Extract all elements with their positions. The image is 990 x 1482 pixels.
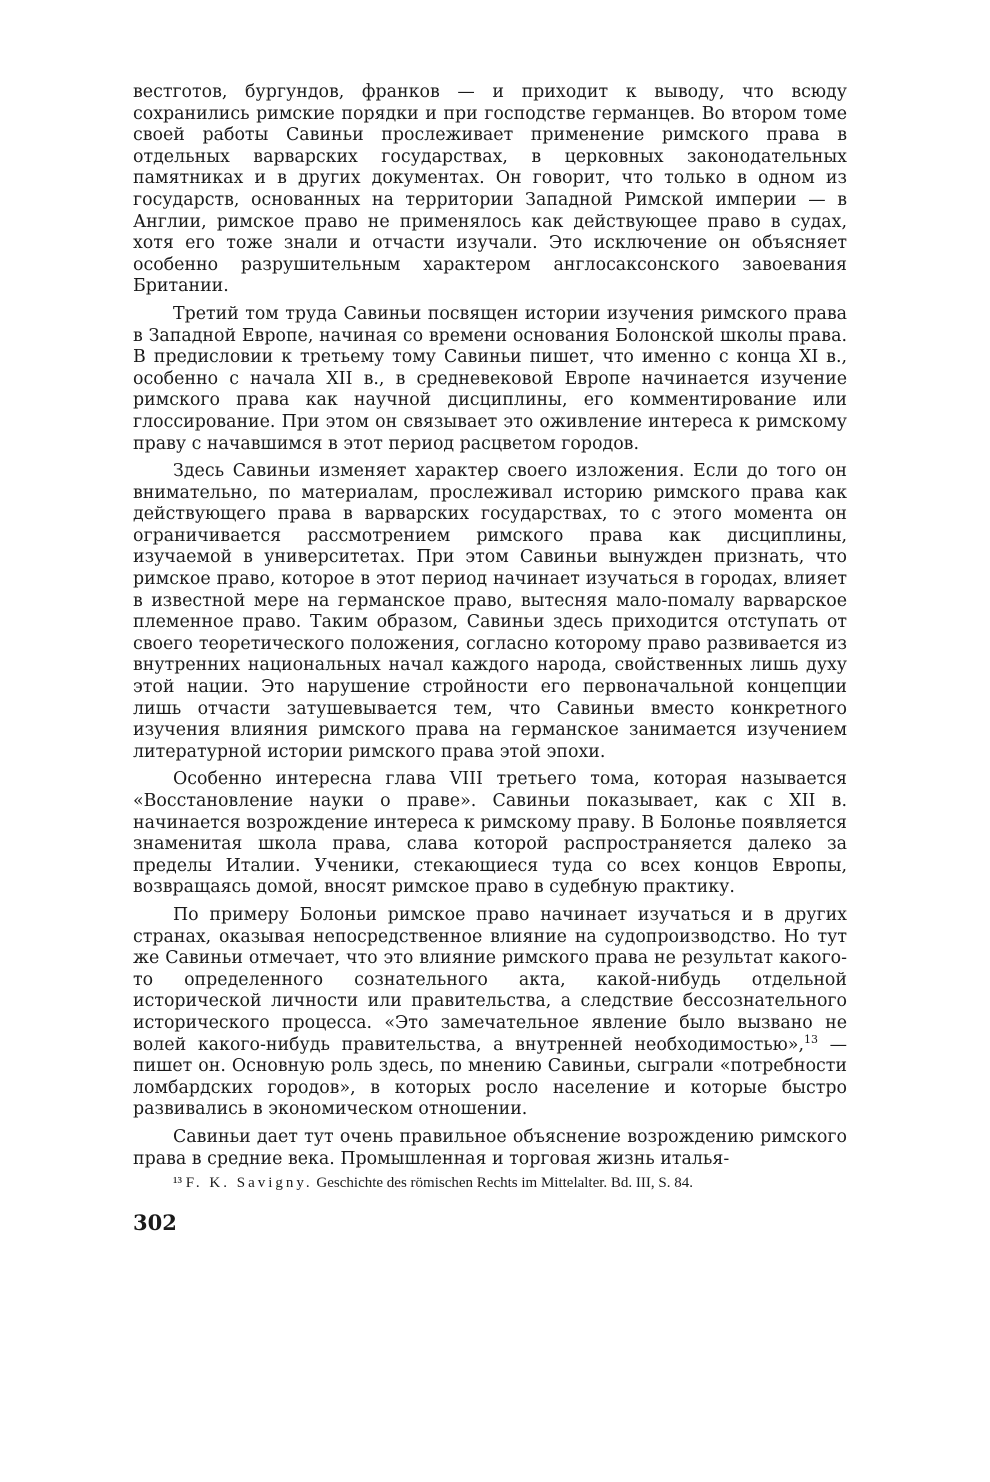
paragraph-4: Особенно интересна глава VIII третьего тома, которая называется «Восстановление науки о праве». Савиньи показывает, как с XII в. начинается возрождение интереса к римскому праву. В Болонье появляется знаменитая школа права, слава которой распространяется далеко за пределы Италии. Ученики, стекающиеся туда со всех концов Европы, возвращаясь домой, вносят римское право в судебную практику. bbox=[133, 769, 847, 898]
footnote-number: ¹³ bbox=[173, 1175, 182, 1192]
paragraph-5-text-after: — пишет он. Основную роль здесь, по мнению Савиньи, сыграли «потребности ломбардских городов», в которых росло население и которые быстро развивались в экономическом отношении. bbox=[133, 1034, 847, 1120]
paragraph-3: Здесь Савиньи изменяет характер своего изложения. Если до того он внимательно, по материалам, прослеживал историю римского права как действующего права в варварских государствах, то с этого момента он ограничивается рассмотрением римского права как дисциплины, изучаемой в университетах. При этом Савиньи вынужден признать, что римское право, которое в этот период начинает изучаться в городах, влияет в известной мере на германское право, вытесняя мало-помалу варварское племенное право. Таким образом, Савиньи здесь приходится отступать от своего теоретического положения, согласно которому право развивается из внутренних национальных начал каждого народа, свойственных лишь духу этой нации. Это нарушение стройности его первоначальной концепции лишь отчасти затушевывается тем, что Савиньи вместо конкретного изучения влияния римского права на германское занимается изучением литературной истории римского права этой эпохи. bbox=[133, 461, 847, 762]
paragraph-6: Савиньи дает тут очень правильное объяснение возрождению римского права в средние века. Промышленная и торговая жизнь италья- bbox=[133, 1126, 847, 1169]
footnote-reference: 13 bbox=[803, 1032, 818, 1046]
book-page bbox=[133, 82, 847, 1235]
paragraph-1: вестготов, бургундов, франков — и приходит к выводу, что всюду сохранились римские порядки и при господстве германцев. Во втором томе своей работы Савиньи прослеживает применение римского права в отдельных варварских государствах, в церковных законодательных памятниках и в других документах. Он говорит, что только в одном из государств, основанных на территории Западной Римской империи — в Англии, римское право не применялось как действующее право в судах, хотя его тоже знали и отчасти изучали. Это исключение он объясняет особенно разрушительным характером англосаксонского завоевания Британии. bbox=[133, 82, 847, 297]
footnote-text: Geschichte des römischen Rechts im Mittelalter. Bd. III, S. 84. bbox=[312, 1175, 694, 1192]
footnote-author: F. K. Savigny. bbox=[185, 1175, 313, 1192]
paragraph-5-text-before: По примеру Болоньи римское право начинает изучаться и в других странах, оказывая непосредственное влияние на судопроизводство. Но тут же Савиньи отмечает, что это влияние римского права не результат какого-то определенного сознательного акта, какой-нибудь отдельной исторической личности или правительства, а следствие бессознательного исторического процесса. «Это замечательное явление было вызвано не волей какого-нибудь правительства, а внутренней необходимостью», bbox=[133, 904, 847, 1055]
paragraph-5 bbox=[133, 905, 847, 1121]
footnote bbox=[133, 1174, 847, 1193]
page-number: 302 bbox=[133, 1210, 177, 1236]
paragraph-2: Третий том труда Савиньи посвящен истории изучения римского права в Западной Европе, начиная со времени основания Болонской школы права. В предисловии к третьему тому Савиньи пишет, что именно с конца XI в., особенно с начала XII в., в средневековой Европе начинается изучение римского права как научной дисциплины, его комментирование или глоссирование. При этом он связывает это оживление интереса к римскому праву с начавшимся в этот период расцветом городов. bbox=[133, 303, 847, 454]
